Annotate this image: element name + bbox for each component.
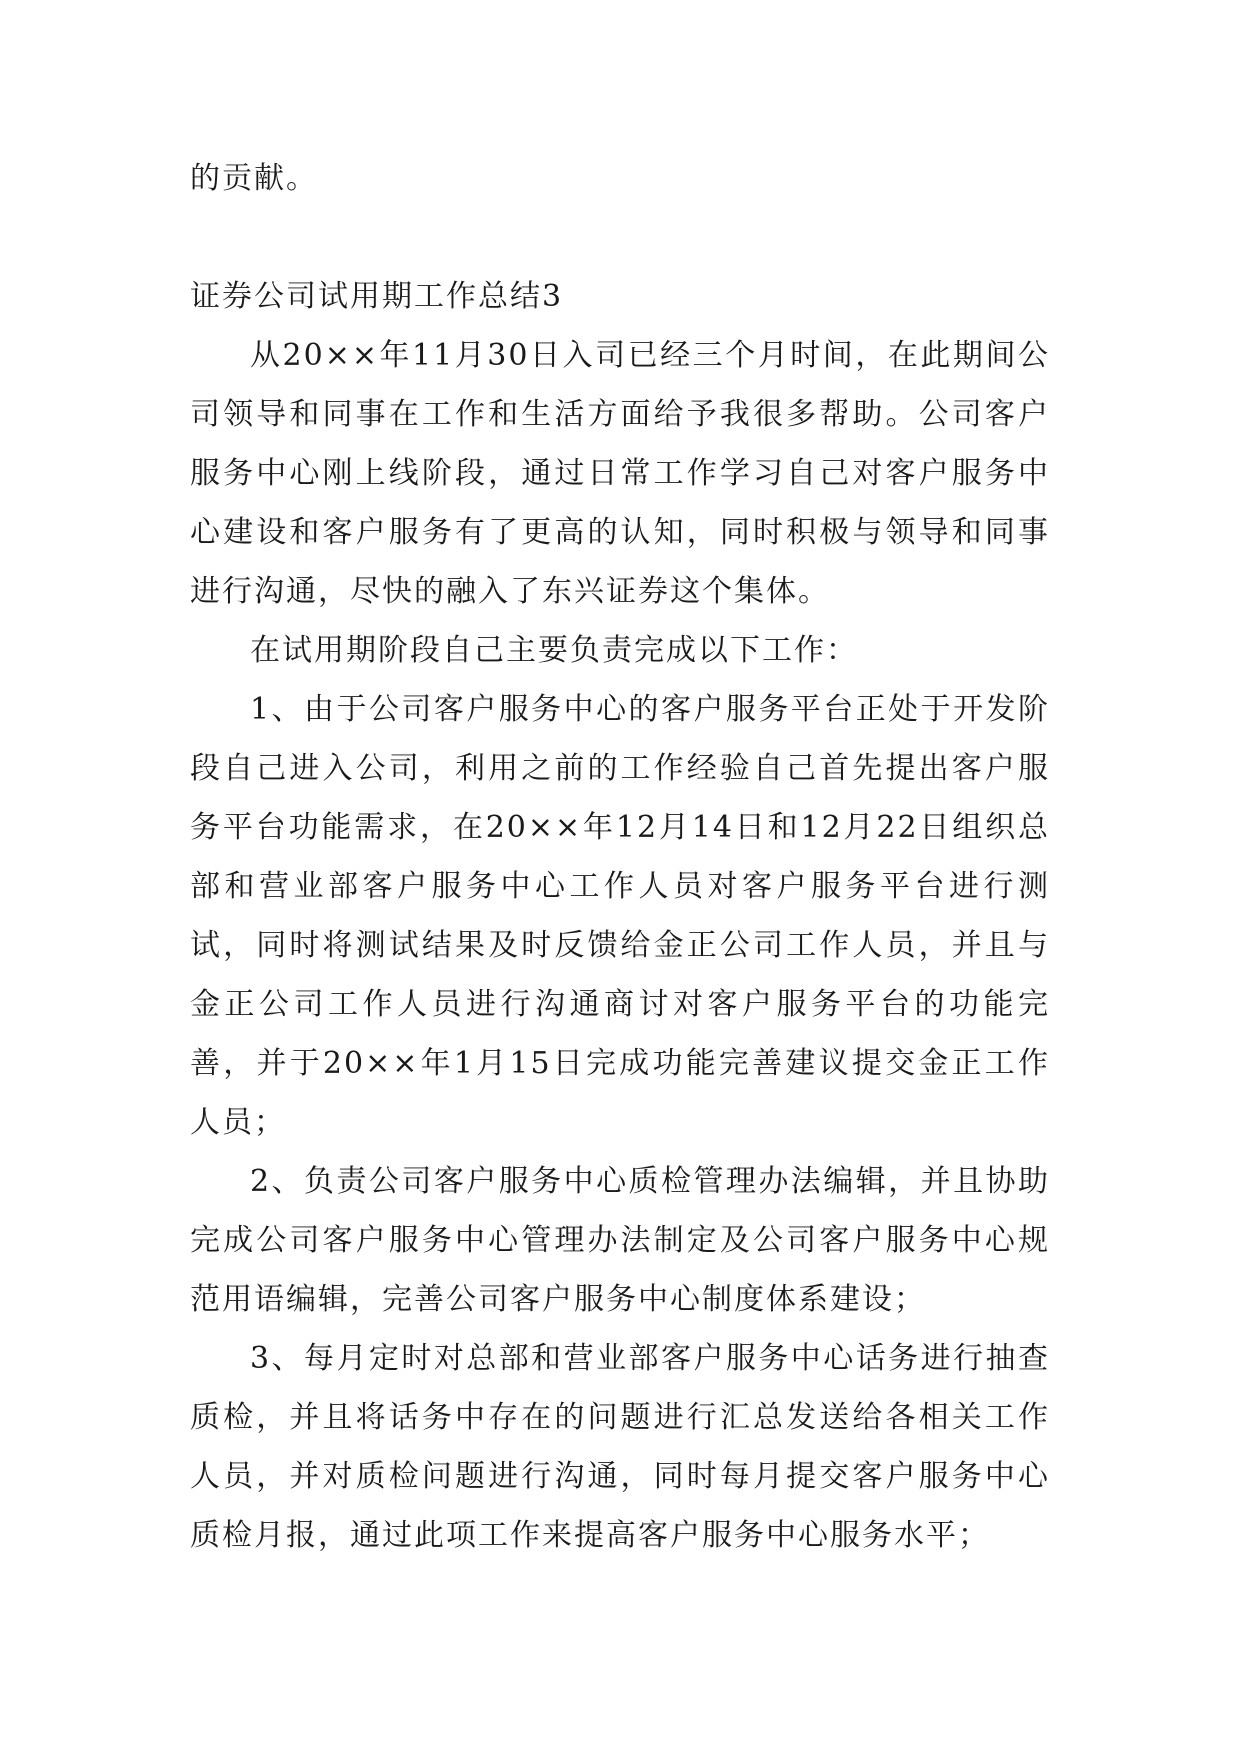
paragraph-intro: 从20××年11月30日入司已经三个月时间，在此期间公司领导和同事在工作和生活方面给予我很多帮助。公司客户服务中心刚上线阶段，通过日常工作学习自己对客户服务中心建设和客户服务有了更高的认知，同时积极与领导和同事进行沟通，尽快的融入了东兴证券这个集体。 (190, 338, 1050, 609)
paragraph-item-1: 1、由于公司客户服务中心的客户服务平台正处于开发阶段自己进入公司，利用之前的工作经验自己首先提出客户服务平台功能需求，在20××年12月14日和12月22日组织总部和营业部客户服务中心工作人员对客户服务平台进行测试，同时将测试结果及时反馈给金正公司工作人员，并且与金正公司工作人员进行沟通商讨对客户服务平台的功能完善，并于20××年1月15日完成功能完善建议提交金正工作人员； (190, 692, 1050, 1140)
continuation-text: 的贡献。 (190, 161, 318, 196)
section-title: 证券公司试用期工作总结3 (190, 279, 564, 314)
document-body (190, 149, 1050, 1565)
paragraph-tasks-heading: 在试用期阶段自己主要负责完成以下工作： (250, 633, 858, 668)
paragraph-item-2: 2、负责公司客户服务中心质检管理办法编辑，并且协助完成公司客户服务中心管理办法制定及公司客户服务中心规范用语编辑，完善公司客户服务中心制度体系建设； (190, 1164, 1050, 1317)
paragraph-item-3: 3、每月定时对总部和营业部客户服务中心话务进行抽查质检，并且将话务中存在的问题进行汇总发送给各相关工作人员，并对质检问题进行沟通，同时每月提交客户服务中心质检月报，通过此项工作来提高客户服务中心服务水平； (190, 1341, 1050, 1553)
